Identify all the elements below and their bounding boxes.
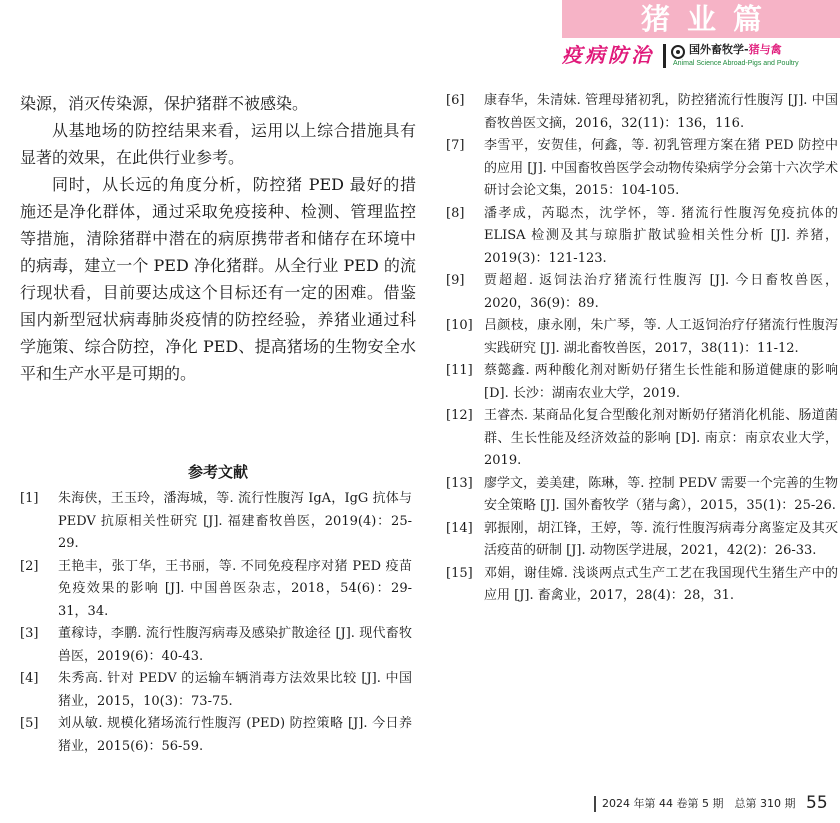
- reference-text: 王睿杰. 某商品化复合型酸化剂对断奶仔猪消化机能、肠道菌群、生长性能及经济效益的影响 [D]. 南京：南京农业大学，2019.: [484, 408, 838, 468]
- reference-number: [8]: [446, 205, 465, 221]
- reference-item: [20, 668, 412, 713]
- footer-divider: [594, 796, 596, 812]
- body-paragraph: 从基地场的防控结果来看，运用以上综合措施具有显著的效果，在此供行业参考。: [20, 121, 416, 167]
- reference-text: 朱秀高. 针对 PEDV 的运输车辆消毒方法效果比较 [J]. 中国猪业，2015，10(3)：73-75.: [58, 671, 412, 709]
- page-number: 55: [806, 793, 828, 813]
- reference-text: 董稼诗，李鹏. 流行性腹泻病毒及感染扩散途径 [J]. 现代畜牧兽医，2019(6)：40-43.: [58, 626, 412, 664]
- reference-text: 邓娟，谢佳嫦. 浅谈两点式生产工艺在我国现代生猪生产中的应用 [J]. 畜禽业，2017，28(4)：28，31.: [484, 565, 838, 603]
- magazine-name-accent: 猪与禽: [748, 43, 782, 56]
- reference-list-right: [446, 90, 838, 608]
- reference-text: 蔡懿鑫. 两种酸化剂对断奶仔猪生长性能和肠道健康的影响 [D]. 长沙：湖南农业大学，2019.: [484, 363, 838, 401]
- body-paragraph: 同时，从长远的角度分析，防控猪 PED 最好的措施还是净化群体，通过采取免疫接种、检测、管理监控等措施，清除猪群中潜在的病原携带者和储存在环境中的病毒，建立一个 PED 净化猪群。从全行业 PED 的流行现状看，目前要达成这个目标还有一定的困难。借鉴国内新型冠状病毒肺炎疫情的防控经验，养猪业通过科学施策、综合防控，净化 PED、提高猪场的生物安全水平和生产水平是可期的。: [20, 175, 416, 383]
- reference-item: [446, 135, 838, 203]
- reference-number: [5]: [20, 716, 39, 731]
- banner-title: 猪业篇: [640, 2, 779, 36]
- reference-text: 康春华，朱清妹. 管理母猪初乳，防控猪流行性腹泻 [J]. 中国畜牧兽医文摘，2016，32(11)：136，116.: [484, 93, 838, 131]
- reference-number: [3]: [20, 626, 39, 641]
- reference-number: [13]: [446, 475, 473, 491]
- reference-text: 潘孝成，芮聪杰，沈学怀，等. 猪流行性腹泻免疫抗体的 ELISA 检测及其与琼脂扩散试验相关性分析 [J]. 养猪，2019(3)：121-123.: [484, 205, 838, 266]
- reference-number: [12]: [446, 408, 473, 423]
- body-paragraph: 染源，消灭传染源，保护猪群不被感染。: [20, 94, 309, 113]
- magazine-name: [689, 42, 782, 58]
- reference-item: [20, 488, 412, 556]
- reference-text: 廖学文，姜美建，陈琳，等. 控制 PEDV 需要一个完善的生物安全策略 [J]. 国外畜牧学（猪与禽），2015，35(1)：25-26.: [484, 475, 838, 513]
- references-title: 参考文献: [187, 463, 248, 481]
- reference-item: [446, 405, 838, 473]
- reference-number: [7]: [446, 138, 465, 153]
- reference-number: [14]: [446, 520, 473, 536]
- reference-text: 王艳丰，张丁华，王书丽，等. 不同免疫程序对猪 PED 疫苗免疫效果的影响 [J]. 中国兽医杂志，2018，54(6)：29-31，34.: [58, 558, 412, 619]
- reference-number: [9]: [446, 273, 465, 288]
- reference-number: [4]: [20, 671, 39, 686]
- body-text: [20, 90, 416, 387]
- reference-item: [20, 713, 412, 758]
- reference-list-left: [20, 488, 412, 758]
- reference-item: [20, 623, 412, 668]
- reference-text: 吕颜枝，康永刚，朱广琴，等. 人工返饲治疗仔猪流行性腹泻实践研究 [J]. 湖北畜牧兽医，2017，38(11)：11-12.: [484, 318, 838, 356]
- reference-number: [1]: [20, 491, 39, 506]
- reference-number: [6]: [446, 93, 465, 108]
- reference-item: [20, 556, 412, 624]
- reference-text: 郭振刚，胡江锋，王婷，等. 流行性腹泻病毒分离鉴定及其灭活疫苗的研制 [J]. 动物医学进展，2021，42(2)：26-33.: [484, 520, 838, 558]
- reference-item: [446, 270, 838, 315]
- reference-item: [446, 360, 838, 405]
- section-tag: 疫病防治: [562, 43, 654, 67]
- issue-info: 2024 年第 44 卷第 5 期 总第 310 期: [602, 797, 796, 810]
- reference-item: [446, 518, 838, 563]
- reference-text: 贾超超. 返饲法治疗猪流行性腹泻 [J]. 今日畜牧兽医，2020，36(9)：89.: [484, 273, 838, 311]
- reference-text: 刘从敏. 规模化猪场流行性腹泻 (PED) 防控策略 [J]. 今日养猪业，2015(6)：56-59.: [58, 716, 412, 754]
- reference-item: [446, 203, 838, 271]
- reference-item: [446, 315, 838, 360]
- magazine-logo-icon: [671, 45, 685, 59]
- magazine-name-main: 国外畜牧学-: [689, 43, 749, 56]
- reference-number: [15]: [446, 565, 473, 581]
- reference-text: 李雪平，安贺佳，何鑫，等. 初乳管理方案在猪 PED 防控中的应用 [J]. 中国畜牧兽医学会动物传染病学分会第十六次学术研讨会论文集，2015：104-105.: [484, 138, 838, 198]
- reference-item: [446, 473, 838, 518]
- reference-number: [10]: [446, 318, 473, 333]
- reference-text: 朱海侠，王玉玲，潘海城，等. 流行性腹泻 IgA，IgG 抗体与 PEDV 抗原相关性研究 [J]. 福建畜牧兽医，2019(4)：25-29.: [58, 491, 412, 551]
- reference-number: [2]: [20, 558, 39, 574]
- header-divider: [663, 44, 666, 68]
- magazine-english-name: Animal Science Abroad-Pigs and Poultry: [673, 60, 799, 67]
- reference-number: [11]: [446, 363, 473, 378]
- reference-item: [446, 90, 838, 135]
- reference-item: [446, 563, 838, 608]
